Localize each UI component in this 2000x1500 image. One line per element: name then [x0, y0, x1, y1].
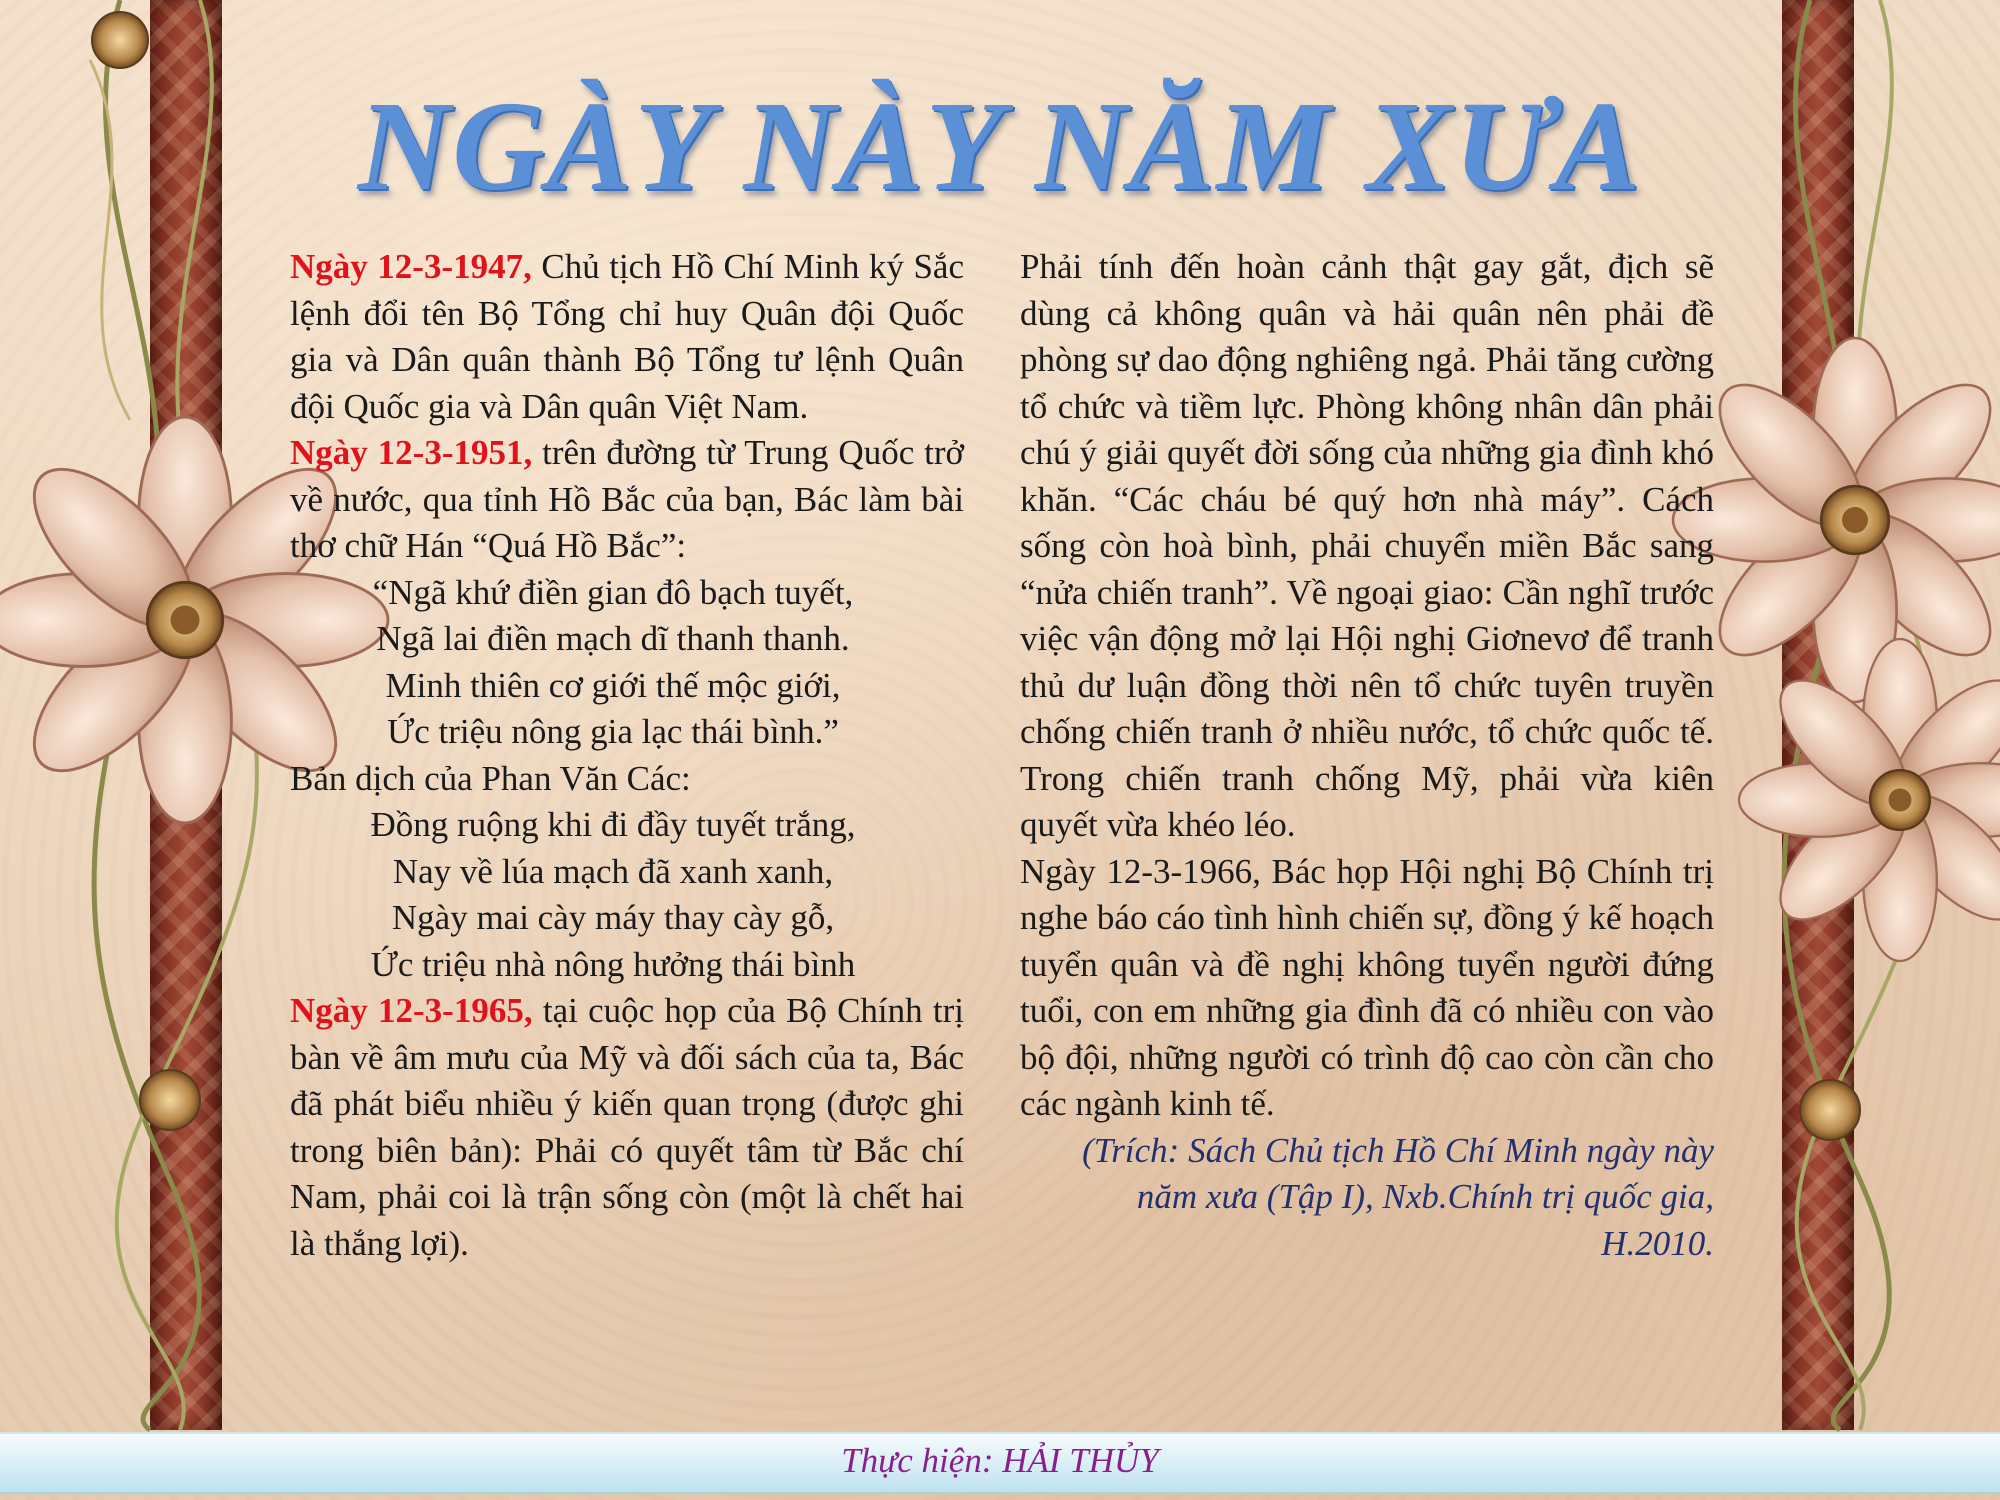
entry-1951-text: trên đường từ Trung Quốc trở về nước, qua tỉnh Hồ Bắc của bạn, Bác làm bài thơ chữ Hán “Quá Hồ Bắc”:: [290, 433, 964, 565]
date-1947: Ngày 12-3-1947,: [290, 247, 532, 286]
translation-line: Ngày mai cày máy thay cày gỗ,: [391, 898, 835, 937]
translation-line: Ức triệu nhà nông hưởng thái bình: [370, 944, 856, 984]
entry-1965: [290, 988, 964, 1267]
entry-1965-continuation: Phải tính đến hoàn cảnh thật gay gắt, địch sẽ dùng cả không quân và hải quân nên phải đề phòng sự dao động nghiêng ngả. Phải tăng cường tổ chức và tiềm lực. Phòng không nhân dân phải chú ý giải quyết đời sống của những gia đình khó khăn. “Các cháu bé quý hơn nhà máy”. Cách sống còn hoà bình, phải chuyển miền Bắc sang “nửa chiến tranh”. Về ngoại giao: Cần nghĩ trước việc vận động mở lại Hội nghị Giơnevơ để tranh thủ dư luận đồng thời nên tổ chức tuyên truyền chống chiến tranh ở nhiều nước, tổ chức quốc tế. Trong chiến tranh chống Mỹ, phải vừa kiên quyết vừa khéo léo.: [1020, 247, 1714, 844]
entry-1947: [290, 244, 964, 430]
translation-intro: Bản dịch của Phan Văn Các:: [290, 758, 691, 798]
translation-line: Nay về lúa mạch đã xanh xanh,: [392, 851, 834, 891]
date-1965: Ngày 12-3-1965,: [290, 991, 533, 1030]
poem-line: Ức triệu nông gia lạc thái bình.”: [387, 712, 839, 751]
entry-1947-text: Chủ tịch Hồ Chí Minh ký Sắc lệnh đổi tên Bộ Tổng chỉ huy Quân đội Quốc gia và Dân quân thành Bộ Tổng tư lệnh Quân đội Quốc gia và Dân quân Việt Nam.: [290, 247, 964, 426]
date-1951: Ngày 12-3-1951,: [290, 433, 533, 472]
entry-1951: [290, 430, 964, 570]
translation-line: Đồng ruộng khi đi đầy tuyết trắng,: [370, 805, 856, 844]
entry-1965-text: tại cuộc họp của Bộ Chính trị bàn về âm mưu của Mỹ và đối sách của ta, Bác đã phát biểu nhiều ý kiến quan trọng (được ghi trong biên bản): Phải có quyết tâm từ Bắc chí Nam, phải coi là trận sống còn (một là chết hai là thắng lợi).: [290, 991, 964, 1263]
poem-line: “Ngã khứ điền gian đô bạch tuyết,: [372, 572, 854, 612]
right-text-column: [1020, 244, 1714, 1267]
poem-line: Minh thiên cơ giới thế mộc giới,: [385, 665, 841, 705]
page-title: NGÀY NÀY NĂM XƯA: [357, 75, 1643, 217]
poem-line: Ngã lai điền mạch dĩ thanh thanh.: [376, 619, 850, 658]
source-citation: (Trích: Sách Chủ tịch Hồ Chí Minh ngày này năm xưa (Tập I), Nxb.Chính trị quốc gia, H.2010.: [1082, 1130, 1714, 1263]
entry-1966: Ngày 12-3-1966, Bác họp Hội nghị Bộ Chính trị nghe báo cáo tình hình chiến sự, đồng ý kế hoạch tuyển quân và đề nghị không tuyển người đứng tuổi, con em những gia đình đã có nhiều con vào bộ đội, những người có trình độ cao còn cần cho các ngành kinh tế.: [1020, 851, 1714, 1123]
left-text-column: [290, 244, 964, 1267]
footer-credit: Thực hiện: HẢI THỦY: [841, 1441, 1159, 1480]
